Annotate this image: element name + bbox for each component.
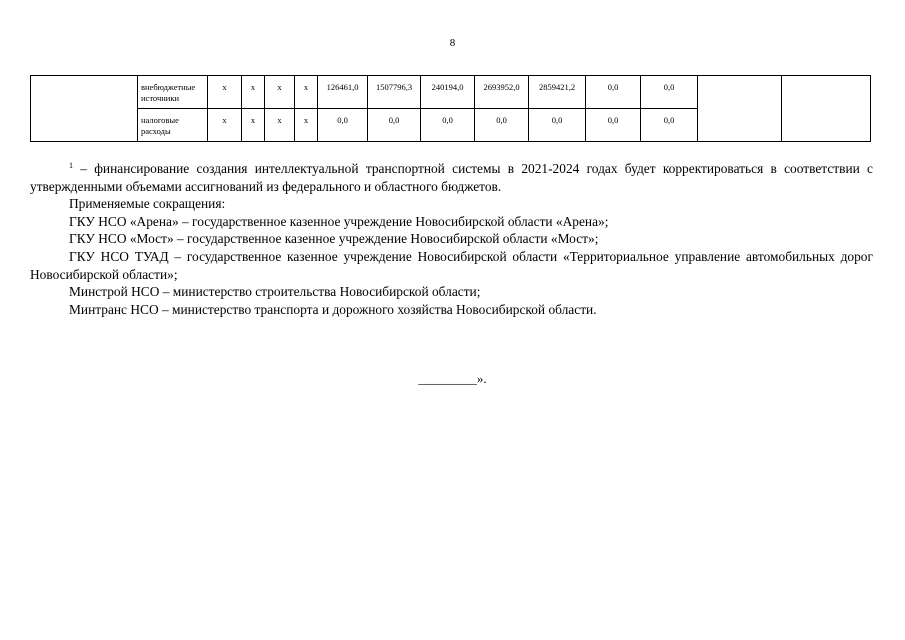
table-cell: 1507796,3 bbox=[368, 76, 421, 109]
table-cell: 0,0 bbox=[529, 109, 586, 142]
table-cell: 0,0 bbox=[421, 109, 475, 142]
row-label: налоговые расходы bbox=[138, 109, 208, 142]
closing-mark: _________». bbox=[418, 371, 487, 386]
table-cell: x bbox=[295, 76, 318, 109]
abbreviation-mintrans: Минтранс НСО – министерство транспорта и дорожного хозяйства Новосибирской области. bbox=[69, 301, 597, 317]
abbreviation-most: ГКУ НСО «Мост» – государственное казенное учреждение Новосибирской области «Мост»; bbox=[69, 231, 599, 247]
table-cell: 2859421,2 bbox=[529, 76, 586, 109]
row-label: внебюджетные источники bbox=[138, 76, 208, 109]
abbreviations-title: Применяемые сокращения: bbox=[69, 196, 226, 212]
table-cell: 126461,0 bbox=[318, 76, 368, 109]
table-cell-empty bbox=[31, 76, 138, 142]
table-cell-empty bbox=[698, 76, 782, 142]
notes-section bbox=[30, 160, 873, 318]
table-cell: 0,0 bbox=[586, 109, 641, 142]
page-number: 8 bbox=[449, 37, 456, 49]
table-cell: x bbox=[208, 76, 242, 109]
footnote bbox=[30, 160, 873, 195]
table-cell: 0,0 bbox=[368, 109, 421, 142]
table-cell: 240194,0 bbox=[421, 76, 475, 109]
abbreviation-tuad: ГКУ НСО ТУАД – государственное казенное учреждение Новосибирской области «Территориальное управление автомобильных дорог Новосибирской области»; bbox=[30, 248, 873, 282]
footnote-text: – финансирование создания интеллектуальной транспортной системы в 2021-2024 годах будет корректироваться в соответствии с утвержденными объемами ассигнований из федерального и областного бюджетов. bbox=[30, 161, 873, 194]
footnote-mark: 1 bbox=[69, 161, 73, 170]
table-cell-empty bbox=[782, 76, 871, 142]
table-cell: 0,0 bbox=[318, 109, 368, 142]
table-cell: x bbox=[242, 76, 265, 109]
table-cell: 0,0 bbox=[475, 109, 529, 142]
table-cell: x bbox=[242, 109, 265, 142]
abbreviation-minstroy: Минстрой НСО – министерство строительства Новосибирской области; bbox=[69, 284, 481, 300]
table-cell: 0,0 bbox=[586, 76, 641, 109]
table-cell: x bbox=[265, 109, 295, 142]
table-row bbox=[31, 76, 871, 109]
table-cell: x bbox=[208, 109, 242, 142]
table-cell: 2693952,0 bbox=[475, 76, 529, 109]
table-cell: 0,0 bbox=[641, 109, 698, 142]
table-cell: x bbox=[295, 109, 318, 142]
abbreviation-arena: ГКУ НСО «Арена» – государственное казенное учреждение Новосибирской области «Арена»; bbox=[69, 213, 609, 229]
table-cell: 0,0 bbox=[641, 76, 698, 109]
table-cell: x bbox=[265, 76, 295, 109]
budget-table bbox=[30, 75, 871, 142]
